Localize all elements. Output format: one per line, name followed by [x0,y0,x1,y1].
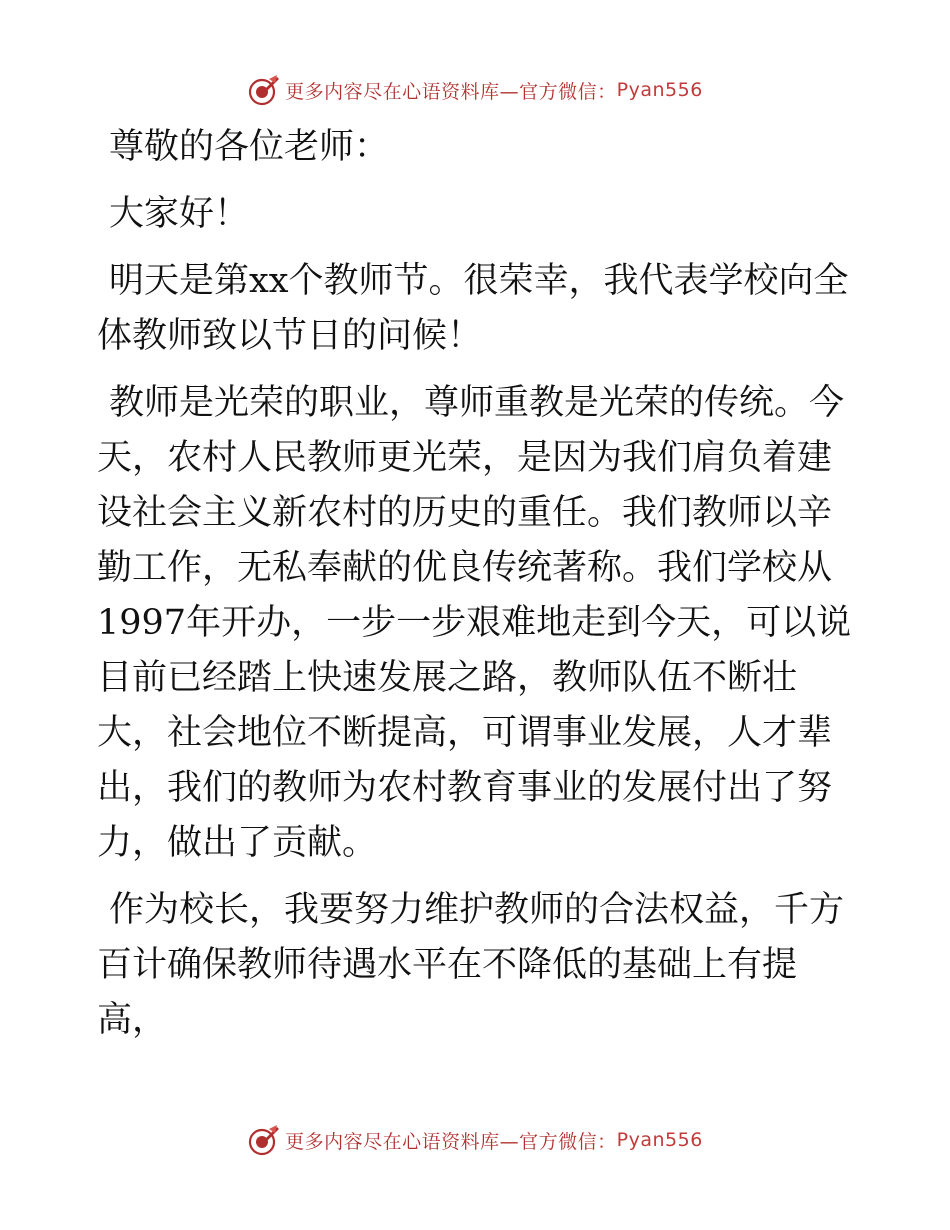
paragraph-1: 明天是第xx个教师节。很荣幸，我代表学校向全体教师致以节日的问候！ [97,261,849,356]
paragraph-3: 作为校长，我要努力维护教师的合法权益，千方百计确保教师待遇水平在不降低的基础上有提高， [97,890,845,1040]
header-watermark [0,70,950,110]
salutation: 尊敬的各位老师： [109,127,390,167]
footer-watermark-text: 更多内容尽在心语资料库—官方微信： [285,1130,617,1153]
header-watermark-text: 更多内容尽在心语资料库—官方微信： [285,80,617,103]
document-body [97,120,857,1060]
greeting: 大家好！ [109,194,250,234]
footer-watermark-id: Pyan556 [616,1129,703,1151]
header-watermark-id: Pyan556 [616,79,703,101]
quill-logo-icon [247,73,281,107]
footer-watermark [0,1120,950,1160]
paragraph-2: 教师是光荣的职业，尊师重教是光荣的传统。今天，农村人民教师更光荣，是因为我们肩负着建设社会主义新农村的历史的重任。我们教师以辛勤工作，无私奉献的优良传统著称。我们学校从1997年开办，一步一步艰难地走到今天，可以说目前已经踏上快速发展之路，教师队伍不断壮大，社会地位不断提高，可谓事业发展，人才辈出，我们的教师为农村教育事业的发展付出了努力，做出了贡献。 [97,383,852,863]
quill-logo-icon [247,1123,281,1157]
